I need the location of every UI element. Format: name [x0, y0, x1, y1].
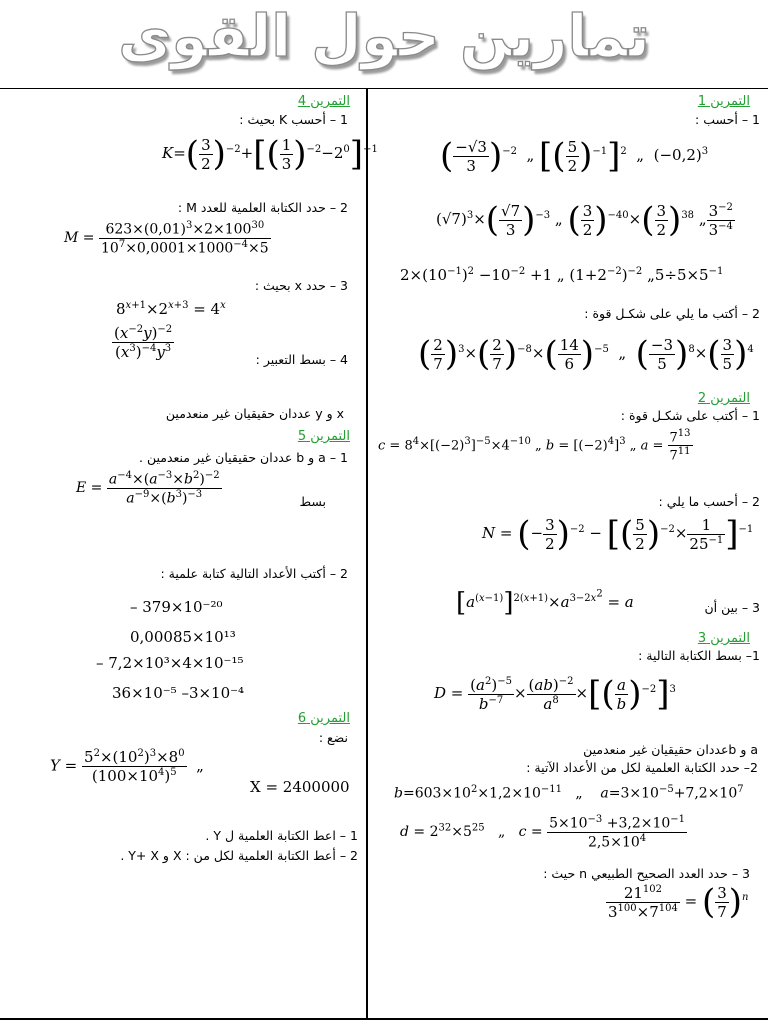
exercise-1-heading: التمرين 1 [697, 94, 750, 109]
ex3-q3: 3 – حدد العدد الصحيح الطبيعي n حيث : [543, 866, 750, 881]
ex2-expr-N: N = (− $\frac{3}{2}$ )$^{-2}$ − [( $\frac{5}{2}$ )$^{-2}$× $\frac{1}{25^{-1}}$ ]$^{-1}$ [482, 514, 754, 554]
column-divider [366, 88, 368, 1018]
ex1-expr-row2: $(√7)^3\times$( $\frac{√7}{3}$ )$^{-3}$ „ ( $\frac{3}{2}$ )$^{-40}$×( $\frac{3}{2}$ )$^{38}$ „ $\frac{3^{-2}}{3^{-4}}$ [436, 200, 733, 240]
exercise-4-heading: التمرين 4 [297, 94, 350, 109]
ex4-q3: 3 – حدد x بحيث : [254, 278, 348, 293]
ex4-note: x و y عددان حقيقيان غير منعدمين [165, 406, 344, 421]
ex1-expr-row3: $2\times(10^{-1})^2 -10^{-2} +1$ „ $(1+2^{-2})^{-2}$ $„5\div 5\times 5^{-1}$ [400, 266, 724, 284]
ex1-q2: 2 – أكتب ما يلي على شكـل قوة : [584, 306, 760, 321]
ex3-expr-row2: $b=603\times 10^2\times 1,2\times 10^{-11}$ „ $a=3\times 10^{-5}+7,2\times 10^7$ [394, 784, 744, 802]
ex4-expr-M: M = $\frac{623\times(0,01)^3\times 2\times 100^{30}}{10^7\times 0,0001\times 1000^{-4}\times 5}$ [64, 220, 269, 257]
ex5-expr-E: E = $\frac{a^{-4}\times(a^{-3}\times b^2)^{-2}}{a^{-9}\times(b^3)^{-3}}$ [76, 470, 220, 507]
ex1-expr-row1: ( $\frac{-√3}{3}$ )$^{-2}$ „ [( $\frac{5}{2}$ )$^{-1}$]$^2$ „ $(-0,2)^3$ [440, 136, 709, 176]
ex6-x-value: X = 2400000 [250, 778, 350, 796]
bottom-rule [0, 1018, 768, 1020]
ex2-expr-row1: $c = 8^4\times[(-2)^3]^{-5}\times 4^{-10}$ „ $b = [(-2)^4]^3$ „ a = $\frac{7^{13}}{7^{11}}$ [378, 428, 691, 464]
ex4-expr-x: $8^{x+1}\times 2^{x+3} = 4^x$ [116, 300, 226, 318]
exercise-5-heading: التمرين 5 [297, 429, 350, 444]
ex4-q4: 4 – بسط التعبير : [255, 352, 348, 367]
ex2-q1: 1 – أكتب على شكـل قوة : [620, 408, 760, 423]
exercise-2-heading: التمرين 2 [697, 391, 750, 406]
ex2-expr-row3: $[a^{(x-1)}]^{2(x+1)}\times a^{3-2x^2} = a$ [456, 588, 634, 618]
ex5-num-3: – 7,2×10³×4×10⁻¹⁵ [96, 654, 244, 672]
ex5-simplify-label: بسط [299, 494, 326, 509]
ex6-intro: نضع : [318, 730, 348, 745]
ex5-num-1: – 379×10⁻²⁰ [130, 598, 223, 616]
ex3-q1: 1– بسط الكتابة التالية : [638, 648, 760, 663]
ex6-q1: 1 – اعط الكتابة العلمية ل Y . [205, 828, 358, 843]
ex4-expr-K: K=( $\frac{3}{2}$ )$^{-2}$+[( $\frac{1}{3}$ )$^{-2}-2^0]^{-1}$ [162, 134, 378, 174]
ex4-q1: 1 – أحسب K بحيث : [239, 112, 348, 127]
ex5-q1: 1 – a و b عددان حقيقيان غير منعدمين . [139, 450, 348, 465]
ex3-expr-D: D = $\frac{(a^2)^{-5}}{b^{-7}}$ × $\frac{(ab)^{-2}}{a^8}$ ×[( $\frac{a}{b}$ )$^{-2}$]$^3$ [434, 674, 676, 714]
exercise-3-heading: التمرين 3 [697, 631, 750, 646]
ex6-q2: 2 – أعط الكتابة العلمية لكل من : X و Y+ X . [120, 848, 358, 863]
ex6-expr-Y: Y = $\frac{5^2\times(10^2)^3\times 8^0}{(100\times 10^4)^5}$ „ [50, 748, 204, 785]
ex3-note: a و bعددان حقيقيان غير منعدمين [583, 742, 758, 757]
ex3-q2: 2– حدد الكتابة العلمية لكل من الأعداد الآتية : [526, 760, 758, 775]
ex4-expr-simplify: $\frac{(x^{-2}y)^{-2}}{(x^3)^{-4}y^3}$ [114, 324, 173, 361]
ex5-num-4: 36×10⁻⁵ –3×10⁻⁴ [112, 684, 245, 702]
ex4-q2: 2 – حدد الكتابة العلمية للعدد M : [177, 200, 348, 215]
page-header [0, 0, 768, 89]
ex2-q3: 3 – بين أن [704, 600, 760, 615]
page-title: تمارين حول القوى [118, 2, 650, 70]
ex3-expr-n: $\frac{21^{102}}{3^{100}\times 7^{104}}$ = ( $\frac{3}{7}$ )$^n$ [608, 882, 749, 922]
ex5-num-2: 0,00085×10¹³ [130, 628, 236, 646]
ex2-q2: 2 – أحسب ما يلي : [658, 494, 760, 509]
ex3-expr-row3: $d = 2^{32}\times 5^{25}$ „ c = $\frac{5\times 10^{-3} +3,2\times 10^{-1}}{2,5\times 10^4}$ [400, 814, 686, 851]
ex1-q1: 1 – أحسب : [695, 112, 760, 127]
ex1-expr-row4: ( $\frac{2}{7}$ )$^3$×( $\frac{2}{7}$ )$^{-8}$×( $\frac{14}{6}$ )$^{-5}$ „ ( $\frac{-3}{5}$ )$^8$×( $\frac{3}{5}$ )$^4$ [418, 334, 754, 374]
exercise-6-heading: التمرين 6 [297, 711, 350, 726]
ex5-q2: 2 – أكتب الأعداد التالية كتابة علمية : [160, 566, 348, 581]
